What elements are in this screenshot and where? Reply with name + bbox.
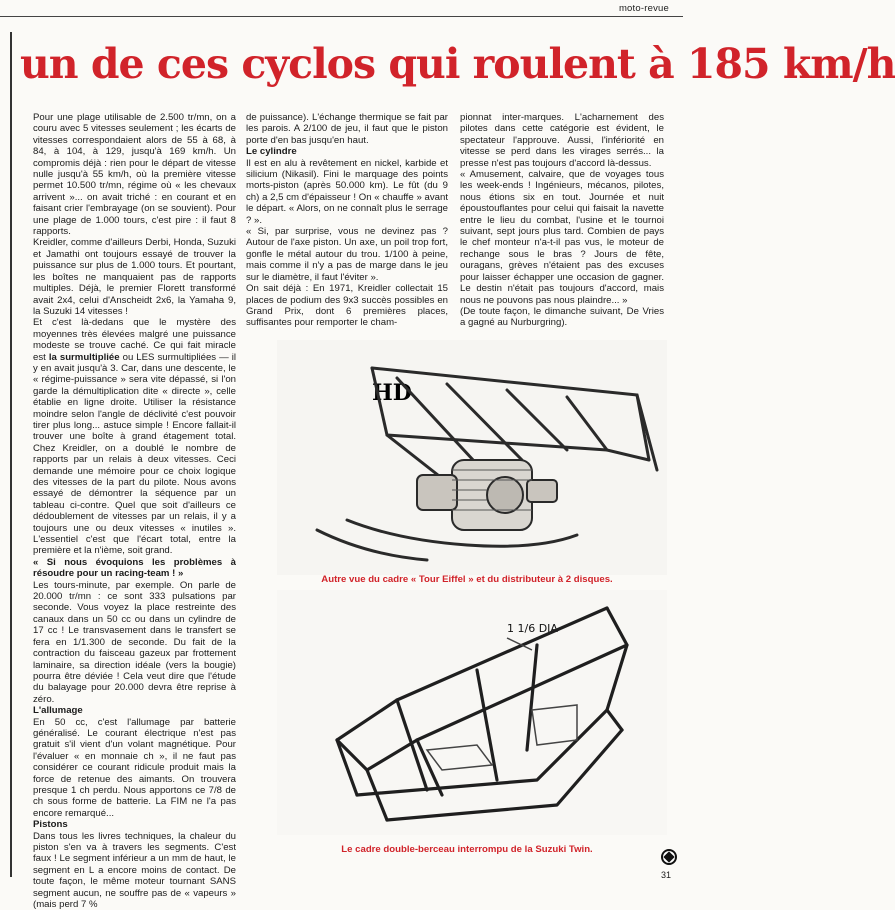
left-margin-rule — [10, 32, 12, 877]
section-heading: L'allumage — [33, 705, 83, 717]
paragraph-text: Il est en alu à revêtement en nickel, karbide et silicium (Nikasil). Fini le marquage des points morts-piston (après 50.000 km). Le fût (du 9 ch) a 2,5 cm d'épaisseur ! On « chauffe » avant le départ. « Alors, on ne connaît plus le serrage ? ». — [246, 157, 448, 226]
frame-engine-photo — [277, 340, 667, 575]
column-1 — [33, 112, 236, 910]
paragraph — [33, 237, 236, 317]
column-3 — [460, 112, 664, 329]
figure-caption-1: Autre vue du cadre « Tour Eiffel » et du distributeur à 2 disques. — [321, 574, 613, 585]
paragraph — [33, 831, 236, 910]
suzuki-frame-photo — [277, 590, 667, 835]
paragraph-text: Dans tous les livres techniques, la chaleur du piston s'en va à travers les segments. C'est faux ! Le segment inférieur a un mm de haut, le segment en L a encore moins de contact. De toute façon, le même moteur tournant SANS segment aucun, ne souffre pas de « vapeurs » (mais perd 7 % — [33, 830, 236, 910]
paragraph — [246, 112, 448, 146]
paragraph-text: (De toute façon, le dimanche suivant, De Vries a gagné au Nurburgring). — [460, 305, 664, 329]
paragraph — [246, 158, 448, 226]
paragraph-text: Les tours-minute, par exemple. On parle de 20.000 tr/mn : ce sont 333 pulsations par seconde. Vous voyez la place restreinte des canaux dans un 50 cc ou dans un cylindre de 17 cc ! Le transvasement dans le transfert se fera en 1/1.300 de seconde. Du fait de la contraction du faisceau gazeux par frottement laminaire, sa direction idéale (vers la bougie) pourra être déviée ! Cela veut dire que l'étude du balayage pour 20.000 devra être reprise à zéro. — [33, 579, 236, 705]
paragraph-text: de puissance). L'échange thermique se fait par les parois. A 2/100 de jeu, il faut que le piston porte d'en bas jusqu'en haut. — [246, 112, 448, 146]
paragraph — [460, 169, 664, 306]
paragraph — [246, 226, 448, 283]
emphasis-text: la surmultipliée — [48, 351, 120, 363]
paragraph — [460, 306, 664, 329]
paragraph-text: Kreidler, comme d'ailleurs Derbi, Honda, Suzuki et Jamathi ont toujours essayé de trouver la puissance sur plus de 1.000 tours. Et pourtant, les boîtes ne manquaient pas de rapports multiples. Déjà, le premier Florett transformé avait 2x4, celui d'Anscheidt 2x6, la Yamaha 9, la Suzuki 14 vitesses ! — [33, 237, 236, 317]
article-headline: un de ces cyclos qui roulent à 185 km/h — [20, 40, 895, 88]
paragraph-text: « Si, par surprise, vous ne devinez pas ? Autour de l'axe piston. Un axe, un poil trop fort, gonfle le métal autour du trou. 1/100 à peine, mais comme il n'y a pas de marge dans le jeu sur le diamètre, il faut l'éviter ». — [246, 226, 448, 283]
paragraph-text: « Amusement, calvaire, que de voyages tous les week-ends ! Ingénieurs, mécanos, pilotes, nous étions six en tout. Journée et nuit époustouflantes pour celui qui faisait la navette entre le lieu du combat, l'usine et le tournoi suivant, sept jours plus tard. Combien de pays le chef monteur n'a-t-il pas vus, le moteur de rechange sous le bras ? Jours de fête, ouragans, grèves n'étaient pas des excuses pour laisser échapper une occasion de gagner. Le destin n'était pas toujours d'accord, mais nous ne pouvons pas nous plaindre... » — [460, 169, 664, 306]
photo-watermark: HD — [372, 380, 412, 406]
paragraph-text: En 50 cc, c'est l'allumage par batterie généralisé. Le courant électrique n'est pas gratuit s'il vient d'un volant magnétique. Pour l'évaluer « en monnaie ch », il ne faut pas considérer ce courant ridicule produit mais la force de retenue des aimants. On trouvera presque 1 ch perdu. Nous apportons ce 7/8 de ch sous forme de batterie. La FIM ne l'a pas encore remarqué... — [33, 716, 236, 819]
section-heading: Pistons — [33, 819, 68, 831]
paragraph-text: Pour une plage utilisable de 2.500 tr/mn, on a couru avec 5 vitesses seulement ; les écarts de vitesses correspondaient alors de 55 à 68, à 84, à 104, à 129, jusqu'à 169 km/h. Un compromis déjà : rien pour le départ de vitesse nulle jusqu'à 55 km/h, où la première vitesse permet 10.500 tr/mn, régime où « les chevaux arrivent »... on avait triché : en courant et en faisant crier l'embrayage (on se souvient). Pour une plage de 1.000 tours, c'est pire : il faut 8 rapports. — [33, 112, 236, 238]
paragraph — [33, 580, 236, 705]
top-rule — [0, 16, 683, 17]
page-number: 31 — [660, 870, 671, 880]
paragraph — [33, 717, 236, 820]
paragraph — [33, 112, 236, 237]
page-corner-mark-icon — [661, 849, 677, 865]
section-heading: « Si nous évoquions les problèmes à résoudre pour un racing-team ! » — [33, 556, 236, 580]
paragraph-text: On sait déjà : En 1971, Kreidler collectait 15 places de podium des 9x3 succès possibles en Grand Prix, dont 6 premières places, suffisantes pour remporter le cham- — [246, 283, 448, 329]
paragraph-text: pionnat inter-marques. L'acharnement des pilotes dans cette catégorie est évident, le spectateur l'approuve. Aussi, l'infériorité en vitesse se perd dans les virages serrés... la presse n'est pas toujours d'accord là-dessus. — [460, 112, 664, 169]
figure-caption-2: Le cadre double-berceau interrompu de la Suzuki Twin. — [341, 844, 593, 855]
magazine-name: moto-revue — [618, 3, 669, 14]
paragraph — [33, 317, 236, 557]
paragraph — [246, 283, 448, 329]
section-heading: Le cylindre — [246, 146, 297, 158]
frame-annotation: 1 1/6 DIA — [507, 622, 558, 635]
column-2 — [246, 112, 448, 329]
paragraph — [460, 112, 664, 169]
paragraph-text: ou LES surmultipliées — il y en avait jusqu'à 3. Car, dans une descente, le « régime-puissance » sera vite dépassé, si l'on garde la démultiplication dite « directe », celle établie en ligne droite. Utiliser la résistance moindre selon l'angle de déclivité c'est pouvoir tirer plus long... astuce simple ! Encore fallait-il trouver une boîte à grand étagement total. Chez Kreidler, on a doublé le nombre de rapports par un relais à deux vitesses. Ceci demande une mémoire pour ce choix logique des vitesses de la part du pilote. Nous avons essayé de démontrer la séquence par un tableau ci-contre. Quel que soit d'ailleurs ce dédoublement de vitesses par un relais, il y a toujours une ou deux vitesses « inutiles ». L'essentiel c'est que l'écart total, entre la première et la n'ième, soit grand. — [33, 351, 237, 557]
paragraph-text: Et c'est là-dedans que le mystère des moyennes très élevées malgré une puissance modeste se trouve caché. Ce qui fait miracle est — [33, 317, 236, 363]
